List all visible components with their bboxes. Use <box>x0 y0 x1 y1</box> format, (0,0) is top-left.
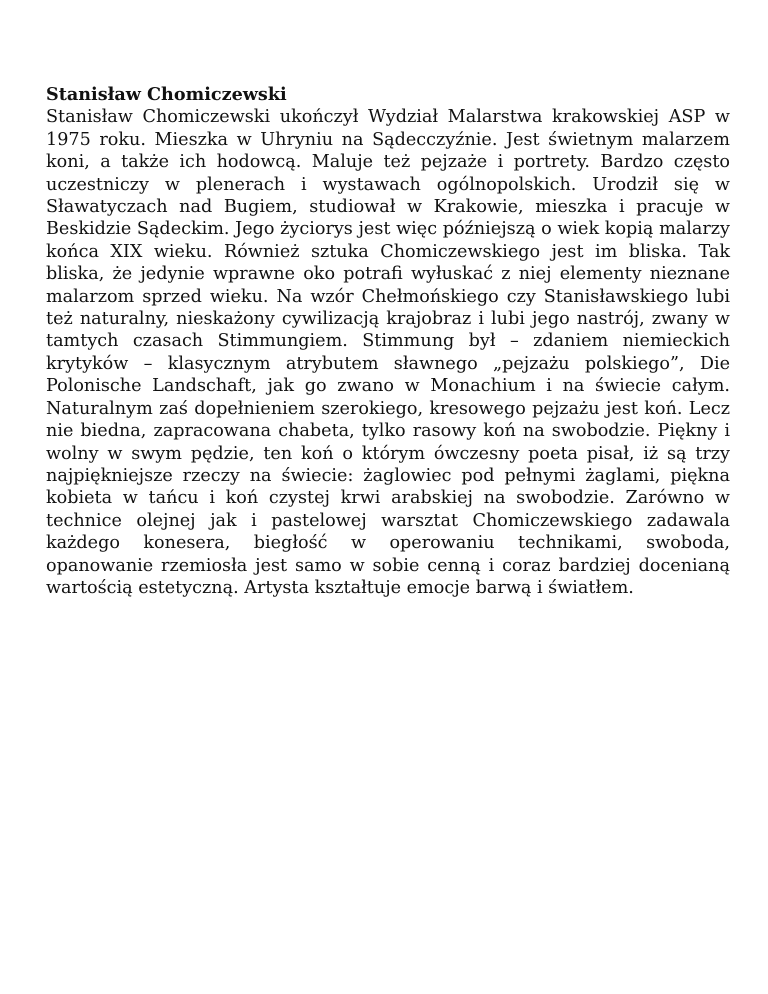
document-title: Stanisław Chomiczewski <box>46 84 287 105</box>
document-body-paragraph: Stanisław Chomiczewski ukończył Wydział Malarstwa krakowskiej ASP w 1975 roku. Mieszka w Uhryniu na Sądecczyźnie. Jest świetnym malarzem koni, a także ich hodowcą. Maluje też pejzaże i portrety. Bardzo często uczestniczy w plenerach i wystawach ogólnopolskich. Urodził się w Sławatyczach nad Bugiem, studiował w Krakowie, mieszka i pracuje w Beskidzie Sądeckim. Jego życiorys jest więc późniejszą o wiek kopią malarzy końca XIX wieku. Również sztuka Chomiczewskiego jest im bliska. Tak bliska, że jedynie wprawne oko potrafi wyłuskać z niej elementy nieznane malarzom sprzed wieku. Na wzór Chełmońskiego czy Stanisławskiego lubi też naturalny, nieskażony cywilizacją krajobraz i lubi jego nastrój, zwany w tamtych czasach Stimmungiem. Stimmung był – zdaniem niemieckich krytyków – klasycznym atrybutem sławnego „pejzażu polskiego”, Die Polonische Landschaft, jak go zwano w Monachium i na świecie całym. Naturalnym zaś dopełnieniem szerokiego, kresowego pejzażu jest koń. Lecz nie biedna, zapracowana chabeta, tylko rasowy koń na swobodzie. Piękny i wolny w swym pędzie, ten koń o którym ówczesny poeta pisał, iż są trzy najpiękniejsze rzeczy na świecie: żaglowiec pod pełnymi żaglami, piękna kobieta w tańcu i koń czystej krwi arabskiej na swobodzie. Zarówno w technice olejnej jak i pastelowej warsztat Chomiczewskiego zadawala każdego konesera, biegłość w operowaniu technikami, swoboda, opanowanie rzemiosła jest samo w sobie cenną i coraz bardziej docenianą wartością estetyczną. Artysta kształtuje emocje barwą i światłem. <box>46 107 730 598</box>
document-page <box>46 84 730 599</box>
